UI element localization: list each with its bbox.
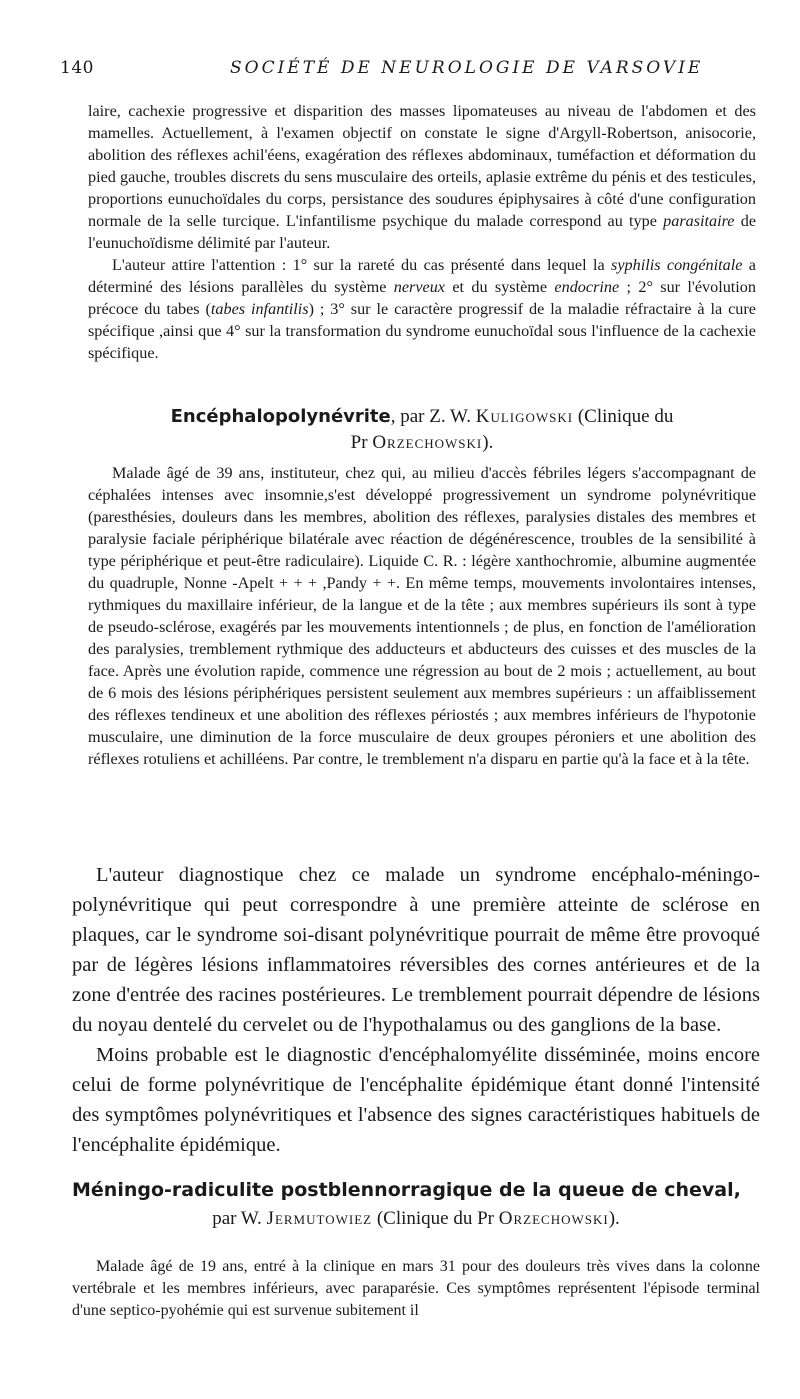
author-name: Kuligowski [475, 406, 574, 427]
page-number: 140 [60, 58, 94, 78]
byline: par W. Jermutowiez (Clinique du Pr Orzechowski). [212, 1208, 620, 1229]
author-name: Jermutowiez [266, 1208, 373, 1229]
professor-name: Orzechowski [372, 432, 483, 453]
running-head [60, 58, 760, 88]
discussion-paragraph-2: Moins probable est le diagnostic d'encéphalomyélite disséminée, moins encore celui de forme polynévritique de l'encéphalite épidémique étant donné l'intensité des symptômes polynévritiques et l'absence des signes caractéristiques habituels de l'encéphalite épidémique. [72, 1044, 760, 1156]
section2-body [72, 1240, 760, 1338]
case-description: Malade âgé de 39 ans, instituteur, chez qui, au milieu d'accès fébriles légers s'accompagnant de céphalées intenses avec insomnie,s'est développé progressivement un syndrome polynévritique (paresthésies, douleurs dans les membres, abolition des réflexes, paralysies distales des membres et paralysie faciale périphérique bilatérale avec réaction de dégénérescence, troubles de la sensibilité à type périphérique et peut-être radiculaire). Liquide C. R. : légère xanthochromie, albumine augmentée du quadruple, Nonne -Apelt + + + ,Pandy + +. En même temps, mouvements involontaires intenses, rythmiques du maxillaire inférieur, de la langue et de la tête ; aux membres supérieurs ils sont à type de pseudo-sclérose, exagérés par les mouvements intentionnels ; de plus, en fonction de l'amélioration des paralysies, tremblement rythmique des adducteurs et abducteurs des cuisses et des muscles de la face. Après une évolution rapide, commence une régression au bout de 2 mois ; actuellement, au bout de 6 mois des lésions périphériques persistent seulement aux membres supérieurs : un affaiblissement des réflexes tendineux et une abolition des réflexes périostés ; aux membres inférieurs de l'hypotonie musculaire, une diminution de la force musculaire de deux groupes péroniers et une abolition des réflexes rotuliens et achilléens. Par contre, le tremblement n'a disparu en partie qu'à la face et à la tête. [88, 464, 756, 768]
section-title: Encéphalopolynévrite [170, 406, 391, 427]
intro-text [88, 100, 756, 364]
case-description: Malade âgé de 19 ans, entré à la clinique en mars 31 pour des douleurs très vives dans la colonne vertébrale et les membres inférieurs, avec paraparésie. Ces symptômes représentent l'épisode terminal d'une septico-pyohémie qui est survenue subitement il [72, 1258, 760, 1319]
discussion-text [72, 860, 760, 1160]
journal-title: SOCIÉTÉ DE NEUROLOGIE DE VARSOVIE [230, 58, 704, 78]
intro-paragraph-1: laire, cachexie progressive et disparition des masses lipomateuses au niveau de l'abdomen et des mamelles. Actuellement, à l'examen objectif on constate le signe d'Argyll-Robertson, anisocorie, abolition des réflexes achil'éens, exagération des réflexes abdominaux, tuméfaction et déformation du pied gauche, troubles discrets du sens musculaire des orteils, aplasie extrême du pénis et des testicules, proportions eunuchoïdales du corps, persistance des soudures épiphysaires à côté d'une configuration normale de la selle turcique. L'infantilisme psychique du malade correspond au type parasitaire de l'eunuchoïdisme délimité par l'auteur. [88, 102, 756, 252]
section-heading-encephalopolynevrite: Encéphalopolynévrite, par Z. W. Kuligowski (Clinique du Pr Orzechowski). [170, 406, 674, 453]
section-title: Méningo-radiculite postblennorragique de la queue de cheval, [72, 1179, 741, 1201]
section-heading-meningo-radiculite [72, 1176, 760, 1233]
intro-paragraph-2: L'auteur attire l'attention : 1° sur la rareté du cas présenté dans lequel la syphilis congénitale a déterminé des lésions parallèles du système nerveux et du système endocrine ; 2° sur l'évolution précoce du tabes (tabes infantilis) ; 3° sur le caractère progressif de la maladie réfractaire à la cure spécifique ,ainsi que 4° sur la transformation du syndrome eunuchoïdal sous l'influence de la cachexie spécifique. [88, 256, 756, 362]
professor-name: Orzechowski [498, 1208, 609, 1229]
section1-body [88, 462, 756, 770]
discussion-paragraph-1: L'auteur diagnostique chez ce malade un syndrome encéphalo-méningo-polynévritique qui peut correspondre à une première atteinte de sclérose en plaques, car le syndrome soi-disant polynévritique pourrait de même être provoqué par de légères lésions inflammatoires réversibles des cornes antérieures et de la zone d'entrée des racines postérieures. Le tremblement pourrait dépendre de lésions du noyau dentelé du cervelet ou de l'hypothalamus ou des ganglions de la base. [72, 864, 760, 1036]
